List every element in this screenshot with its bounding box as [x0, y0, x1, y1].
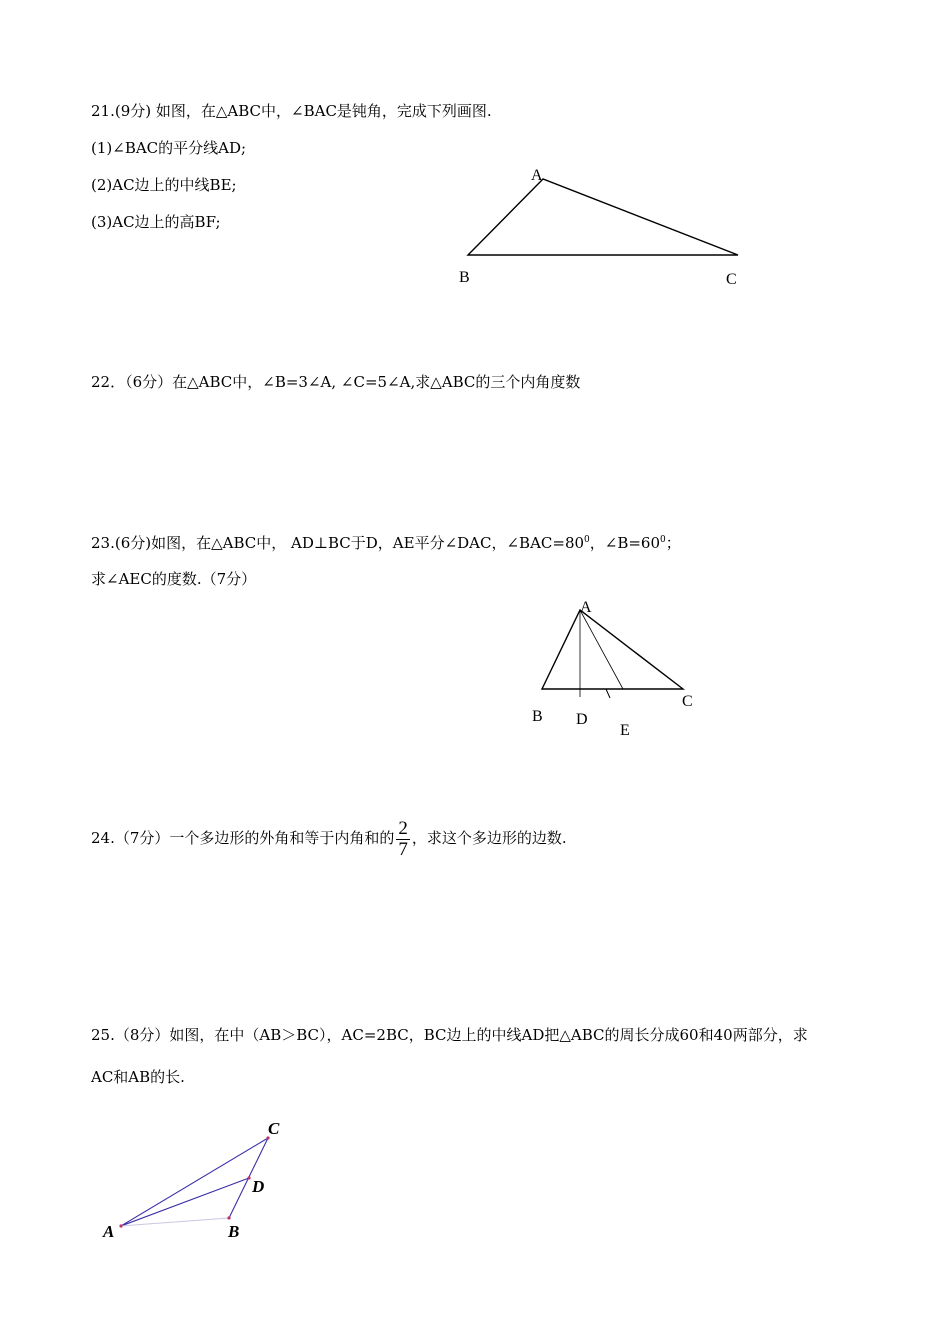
q23-triangle [542, 610, 683, 689]
q21-part3: (3)AC边上的高BF; [91, 213, 221, 231]
q23-stem-c: ； [665, 534, 681, 552]
q21-triangle [468, 179, 738, 255]
q25-figure [102, 1119, 280, 1241]
q25-line2: AC和AB的长. [91, 1068, 185, 1086]
q25-side-ab [121, 1218, 229, 1226]
q23-figure [532, 599, 693, 739]
q23-stem-a: 23.(6分)如图，在△ABC中， AD⊥BC于D，AE平分∠DAC，∠BAC=80 [91, 534, 585, 552]
q21-part2: (2)AC边上的中线BE; [91, 176, 237, 194]
q24-fraction [396, 819, 410, 860]
q25-label-c: C [268, 1119, 280, 1138]
q23-label-c: C [682, 693, 693, 710]
q23-label-a: A [580, 599, 592, 616]
q23-degree-1: 0 [584, 535, 590, 545]
q23-line2: 求∠AEC的度数.（7分） [91, 570, 257, 588]
q24-fraction-denominator: 7 [398, 838, 408, 860]
q21-label-b: B [459, 269, 470, 286]
q25-label-a: A [103, 1222, 115, 1241]
q23-label-d: D [576, 711, 588, 728]
q22-stem: 22．（6分）在△ABC中，∠B=3∠A, ∠C=5∠A,求△ABC的三个内角度数 [91, 373, 581, 391]
q25-label-b: B [228, 1222, 240, 1241]
q23-degree-2: 0 [660, 535, 666, 545]
q24-fraction-numerator: 2 [398, 817, 408, 839]
q21-label-c: C [726, 271, 737, 288]
q21-figure [459, 167, 738, 288]
q23-stem-b: ，∠B=60 [589, 534, 661, 552]
q25-label-d: D [252, 1177, 265, 1196]
q23-label-e: E [620, 722, 630, 739]
q24-stem-a: 24.（7分）一个多边形的外角和等于内角和的 [91, 829, 395, 847]
q23-stem [91, 534, 681, 552]
q25-point-a [119, 1224, 122, 1227]
q24-stem [91, 815, 567, 861]
q25-point-d [247, 1176, 250, 1179]
q23-bisector-ae [580, 610, 623, 689]
q25-point-b [227, 1216, 230, 1219]
q24-stem-b: ，求这个多边形的边数. [411, 829, 567, 847]
q25-line1: 25.（8分）如图，在中（AB＞BC），AC=2BC，BC边上的中线AD把△ABC的周长分成60和40两部分，求 [91, 1026, 808, 1044]
q23-tick-e [606, 689, 610, 698]
q21-stem: 21.(9分) 如图，在△ABC中，∠BAC是钝角，完成下列画图. [91, 102, 492, 120]
q21-label-a: A [531, 167, 543, 184]
q21-part1: (1)∠BAC的平分线AD; [91, 139, 247, 157]
q23-label-b: B [532, 708, 543, 725]
